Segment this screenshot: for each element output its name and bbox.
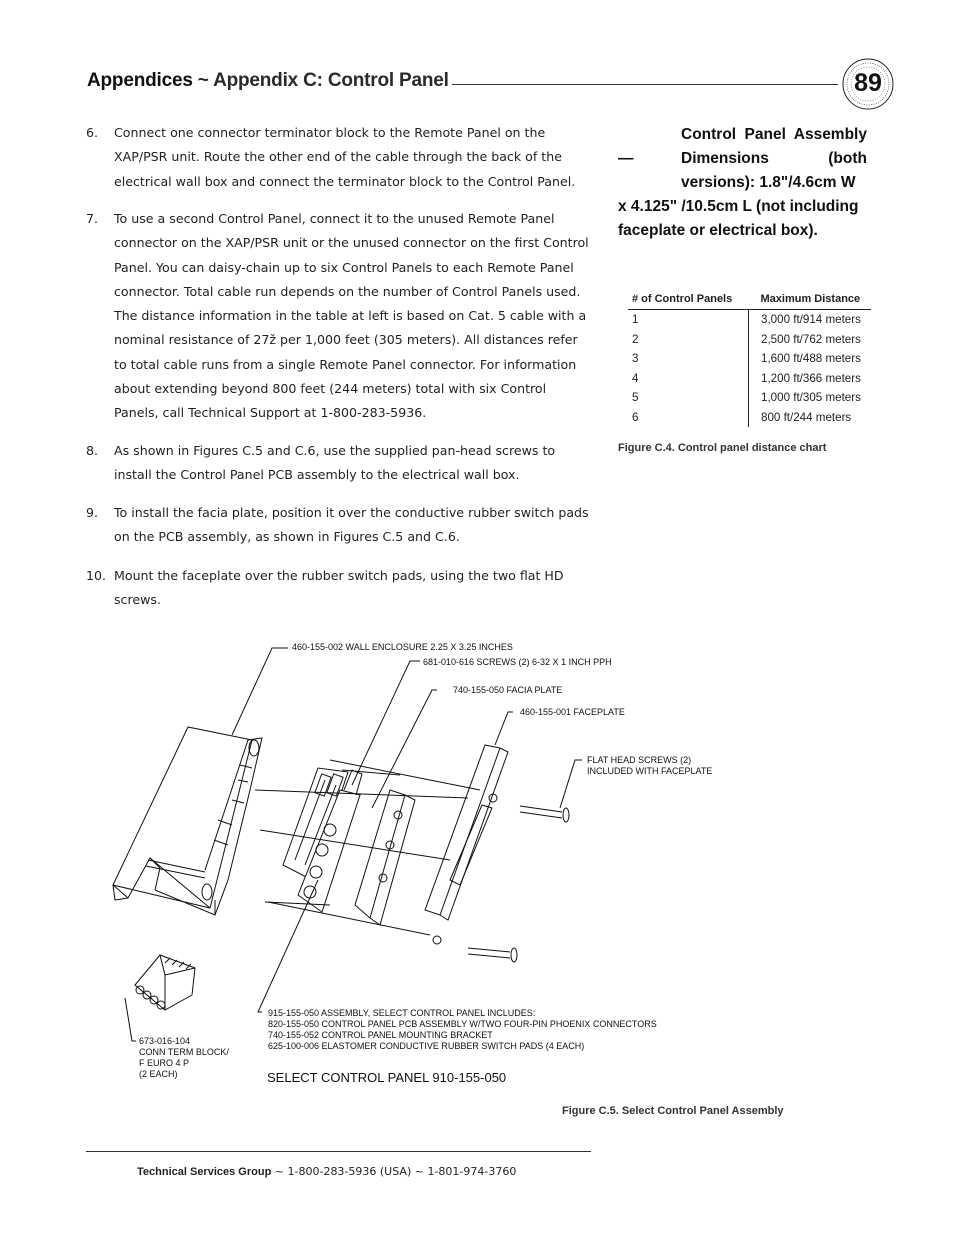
table-cell: 4 xyxy=(628,369,749,389)
step-text: To install the facia plate, position it over the conductive rubber switch pads on the PCB assembly, as shown in Figures C.5 and C.6. xyxy=(114,505,589,545)
header-subsection: Appendix C: Control Panel xyxy=(213,70,449,91)
list-item xyxy=(86,439,591,488)
table-row xyxy=(628,408,871,428)
table-cell: 6 xyxy=(628,408,749,428)
table-cell: 800 ft/244 meters xyxy=(761,410,852,424)
list-item xyxy=(86,207,591,426)
wall-enclosure-icon xyxy=(113,727,262,915)
terminal-block-icon xyxy=(135,955,195,1010)
note-dash: — xyxy=(618,150,634,167)
table-row xyxy=(628,330,871,350)
label-flat-screws: FLAT HEAD SCREWS (2) xyxy=(587,755,692,765)
footer-rule xyxy=(86,1151,591,1152)
column-header: Maximum Distance xyxy=(749,291,872,310)
header-section: Appendices xyxy=(87,70,193,91)
table-cell: 1,000 ft/305 meters xyxy=(761,391,861,405)
table-cell: 1,200 ft/366 meters xyxy=(761,371,861,385)
label-faceplate: 460-155-001 FACEPLATE xyxy=(520,707,625,717)
list-item xyxy=(86,501,591,550)
note-line: Dimensions (both xyxy=(681,150,867,167)
table-row xyxy=(628,388,871,408)
figure-caption-c4: Figure C.4. Control panel distance chart xyxy=(618,442,827,454)
label-term-block-qty: (2 EACH) xyxy=(139,1069,178,1079)
table-cell: 3 xyxy=(628,349,749,369)
table-cell: 1,600 ft/488 meters xyxy=(761,352,861,366)
label-screws: 681-010-616 SCREWS (2) 6-32 X 1 INCH PPH xyxy=(423,657,612,667)
footer-contact: ~ 1-800-283-5936 (USA) ~ 1-801-974-3760 xyxy=(271,1165,517,1178)
label-term-block-type: F EURO 4 P xyxy=(139,1058,190,1068)
faceplate-icon xyxy=(425,745,508,944)
label-assembly-pads: 625-100-006 ELASTOMER CONDUCTIVE RUBBER SWITCH PADS (4 EACH) xyxy=(268,1041,585,1051)
mounting-bracket-icon xyxy=(355,790,415,925)
label-assembly: 915-155-050 ASSEMBLY, SELECT CONTROL PANEL INCLUDES: xyxy=(268,1008,536,1018)
table-header-row xyxy=(628,291,871,310)
diagram-title: SELECT CONTROL PANEL 910-155-050 xyxy=(267,1070,507,1085)
note-line: Control Panel Assembly xyxy=(681,126,867,143)
step-text: Mount the faceplate over the rubber switch pads, using the two flat HD screws. xyxy=(114,568,564,608)
list-item xyxy=(86,121,591,194)
table-row xyxy=(628,349,871,369)
label-term-block: CONN TERM BLOCK/ xyxy=(139,1047,229,1057)
label-term-block-part: 673-016-104 xyxy=(139,1036,191,1046)
assembly-diagram xyxy=(0,630,954,1100)
flat-head-screw-icon xyxy=(468,948,517,962)
table-cell: 5 xyxy=(628,388,749,408)
page-footer xyxy=(137,1165,516,1178)
table-cell: 3,000 ft/914 meters xyxy=(761,313,861,327)
page-number: 89 xyxy=(854,69,882,97)
step-number: 10. xyxy=(86,568,107,583)
flat-head-screw-icon xyxy=(520,806,569,822)
step-number: 7. xyxy=(86,211,99,226)
note-line: versions): 1.8"/4.6cm W xyxy=(681,174,856,191)
step-number: 8. xyxy=(86,443,99,458)
figure-caption-c5: Figure C.5. Select Control Panel Assembly xyxy=(562,1105,784,1117)
step-text: To use a second Control Panel, connect it to the unused Remote Panel connector on the XAP/PSR unit or the unused connector on the first Control Panel. You can daisy-chain up to six Control Panels to each Remote Panel connector. Total cable run depends on the number of Control Panels used. The distance information in the table at left is based on Cat. 5 cable with a nominal resistance of 27ž per 1,000 feet (305 meters). All distances refer to total cable runs from a single Remote Panel connector. For information about extending beyond 800 feet (244 meters) total with six Control Panels, call Technical Support at 1-800-283-5936. xyxy=(114,211,589,421)
list-item xyxy=(86,564,591,613)
table-cell: 2 xyxy=(628,330,749,350)
footer-group: Technical Services Group xyxy=(137,1166,272,1178)
step-number: 6. xyxy=(86,125,99,140)
label-assembly-pcb: 820-155-050 CONTROL PANEL PCB ASSEMBLY W/TWO FOUR-PIN PHOENIX CONNECTORS xyxy=(268,1019,657,1029)
label-facia-plate: 740-155-050 FACIA PLATE xyxy=(453,685,563,695)
table-row xyxy=(628,310,871,330)
header-rule xyxy=(452,84,838,85)
label-assembly-bracket: 740-155-052 CONTROL PANEL MOUNTING BRACKET xyxy=(268,1030,493,1040)
column-header: # of Control Panels xyxy=(628,291,749,310)
label-flat-screws-note: INCLUDED WITH FACEPLATE xyxy=(587,766,713,776)
table-cell: 1 xyxy=(628,310,749,330)
header-separator: ~ xyxy=(197,70,209,91)
table-cell: 2,500 ft/762 meters xyxy=(761,332,861,346)
step-text: As shown in Figures C.5 and C.6, use the supplied pan-head screws to install the Control Panel PCB assembly to the electrical wall box. xyxy=(114,443,556,483)
step-text: Connect one connector terminator block to the Remote Panel on the XAP/PSR unit. Route the other end of the cable through the back of the electrical wall box and connect the terminator block to the Control Panel. xyxy=(114,125,576,189)
note-line: faceplate or electrical box). xyxy=(618,222,818,239)
page-header xyxy=(87,70,449,92)
table-row xyxy=(628,369,871,389)
distance-table xyxy=(628,291,871,427)
label-wall-enclosure: 460-155-002 WALL ENCLOSURE 2.25 X 3.25 INCHES xyxy=(292,642,513,652)
note-line: x 4.125" /10.5cm L (not including xyxy=(618,198,859,215)
step-number: 9. xyxy=(86,505,99,520)
